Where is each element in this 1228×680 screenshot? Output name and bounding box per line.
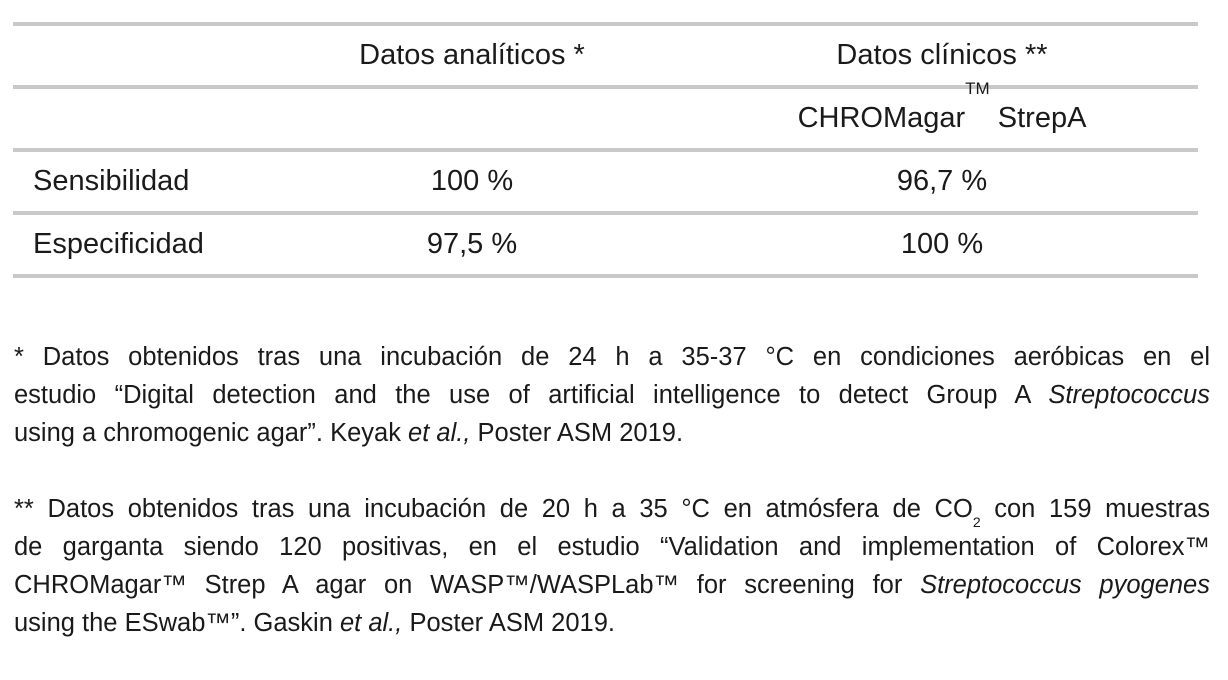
footnote-1-line-3-text: using a chromogenic agar”. Keyak xyxy=(14,419,409,447)
row-label-specificity: Especificidad xyxy=(33,228,204,260)
footnote-2-line-1-text: ** Datos obtenidos tras una incubación de 20 h a 35 °C en atmósfera de CO xyxy=(14,495,973,523)
footnote-2-italic-etal: et al., xyxy=(339,609,403,637)
subheader-product-name: CHROMagar xyxy=(797,102,966,134)
sensitivity-analytical-value: 100 % xyxy=(430,165,514,197)
footnote-clinical xyxy=(14,490,1210,642)
footnote-2-line-1-tail: con 159 muestras xyxy=(980,495,1211,523)
specificity-analytical-value: 97,5 % xyxy=(426,228,518,260)
footnote-1-italic-genus: Streptococcus xyxy=(1048,381,1210,409)
footnote-2-line-1 xyxy=(14,490,1210,528)
results-table xyxy=(13,22,1198,278)
footnote-2-italic-species: Streptococcus pyogenes xyxy=(920,571,1210,599)
footnote-1-line-3-tail: Poster ASM 2019. xyxy=(470,419,684,447)
subheader-product xyxy=(703,79,1181,148)
sensitivity-clinical-value: 96,7 % xyxy=(896,165,988,197)
trademark-mark: TM xyxy=(965,79,990,98)
specificity-clinical-value: 100 % xyxy=(900,228,984,260)
footnote-2-line-3-text: CHROMagar™ Strep A agar on WASP™/WASPLab™ for screening for xyxy=(14,571,921,599)
footnote-analytical xyxy=(14,338,1210,452)
table-header-row xyxy=(13,26,1198,85)
table-subheader-row xyxy=(13,79,1198,148)
header-clinical: Datos clínicos ** xyxy=(836,39,1048,71)
footnote-1-line-1: * Datos obtenidos tras una incubación de 24 h a 35-37 °C en condiciones aeróbicas en el xyxy=(14,343,1210,371)
footnote-1-italic-etal: et al., xyxy=(408,419,471,447)
footnote-1-line-3 xyxy=(14,414,1210,452)
table-row-specificity xyxy=(13,215,1198,274)
footnote-2-line-4-text: using the ESwab™”. Gaskin xyxy=(14,609,340,637)
table-row-sensitivity xyxy=(13,152,1198,211)
footnote-2-line-2: de garganta siendo 120 positivas, en el estudio “Validation and implementation of Colorex™ xyxy=(14,533,1210,561)
footnote-1-line-2-text: estudio “Digital detection and the use of artificial intelligence to detect Group A xyxy=(14,381,1049,409)
row-label-sensitivity: Sensibilidad xyxy=(33,165,190,197)
footnote-1-line-2 xyxy=(14,376,1210,414)
table-bottom-rule xyxy=(13,274,1198,278)
co2-subscript: 2 xyxy=(972,514,981,530)
footnote-2-line-4 xyxy=(14,604,1210,642)
footnote-2-line-4-tail: Poster ASM 2019. xyxy=(402,609,615,637)
header-analytical: Datos analíticos * xyxy=(359,39,585,71)
footnote-2-line-3 xyxy=(14,566,1210,604)
subheader-product-suffix: StrepA xyxy=(989,102,1087,134)
